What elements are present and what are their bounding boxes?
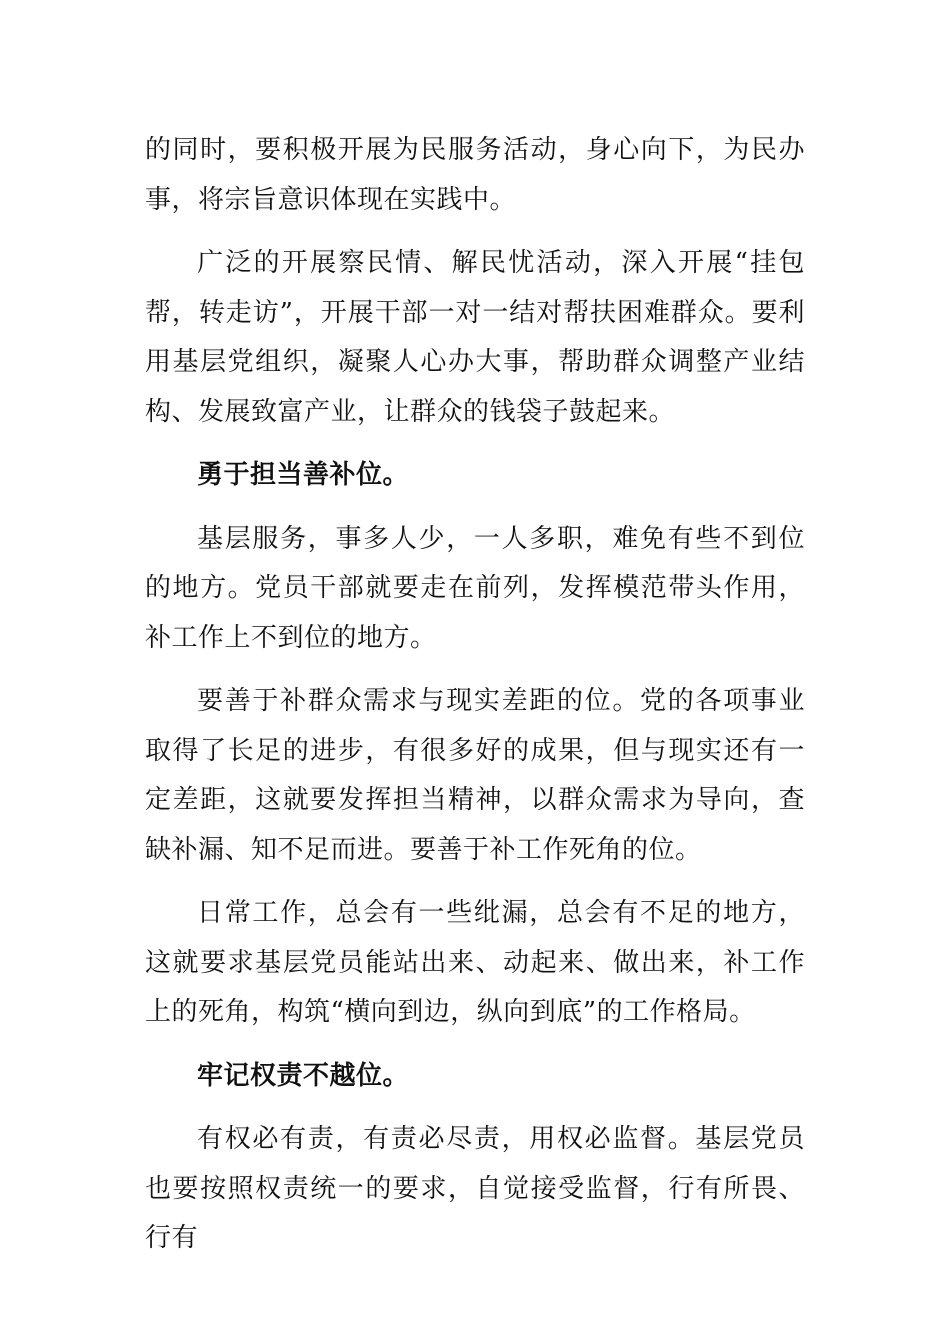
paragraph-5: 日常工作，总会有一些纰漏，总会有不足的地方，这就要求基层党员能站出来、动起来、做出来，补工作上的死角，构筑“横向到边，纵向到底”的工作格局。 bbox=[145, 898, 805, 1027]
paragraph-1: 的同时，要积极开展为民服务活动，身心向下，为民办事，将宗旨意识体现在实践中。 bbox=[145, 135, 805, 215]
section-heading-1: 勇于担当善补位。 bbox=[197, 460, 410, 490]
document-body bbox=[145, 126, 805, 1278]
paragraph-6: 有权必有责，有责必尽责，用权必监督。基层党员也要按照权责统一的要求，自觉接受监督，行有所畏、行有 bbox=[145, 1124, 805, 1253]
paragraph-2: 广泛的开展察民情、解民忧活动，深入开展“挂包帮，转走访”，开展干部一对一结对帮扶困难群众。要利用基层党组织，凝聚人心办大事，帮助群众调整产业结构、发展致富产业，让群众的钱袋子鼓起来。 bbox=[145, 248, 805, 427]
paragraph-4: 要善于补群众需求与现实差距的位。党的各项事业取得了长足的进步，有很多好的成果，但与现实还有一定差距，这就要发挥担当精神，以群众需求为导向，查缺补漏、知不足而进。要善于补工作死角的位。 bbox=[145, 686, 805, 865]
section-heading-2: 牢记权责不越位。 bbox=[197, 1060, 410, 1091]
paragraph-3: 基层服务，事多人少，一人多职，难免有些不到位的地方。党员干部就要走在前列，发挥模范带头作用，补工作上不到位的地方。 bbox=[145, 523, 805, 653]
